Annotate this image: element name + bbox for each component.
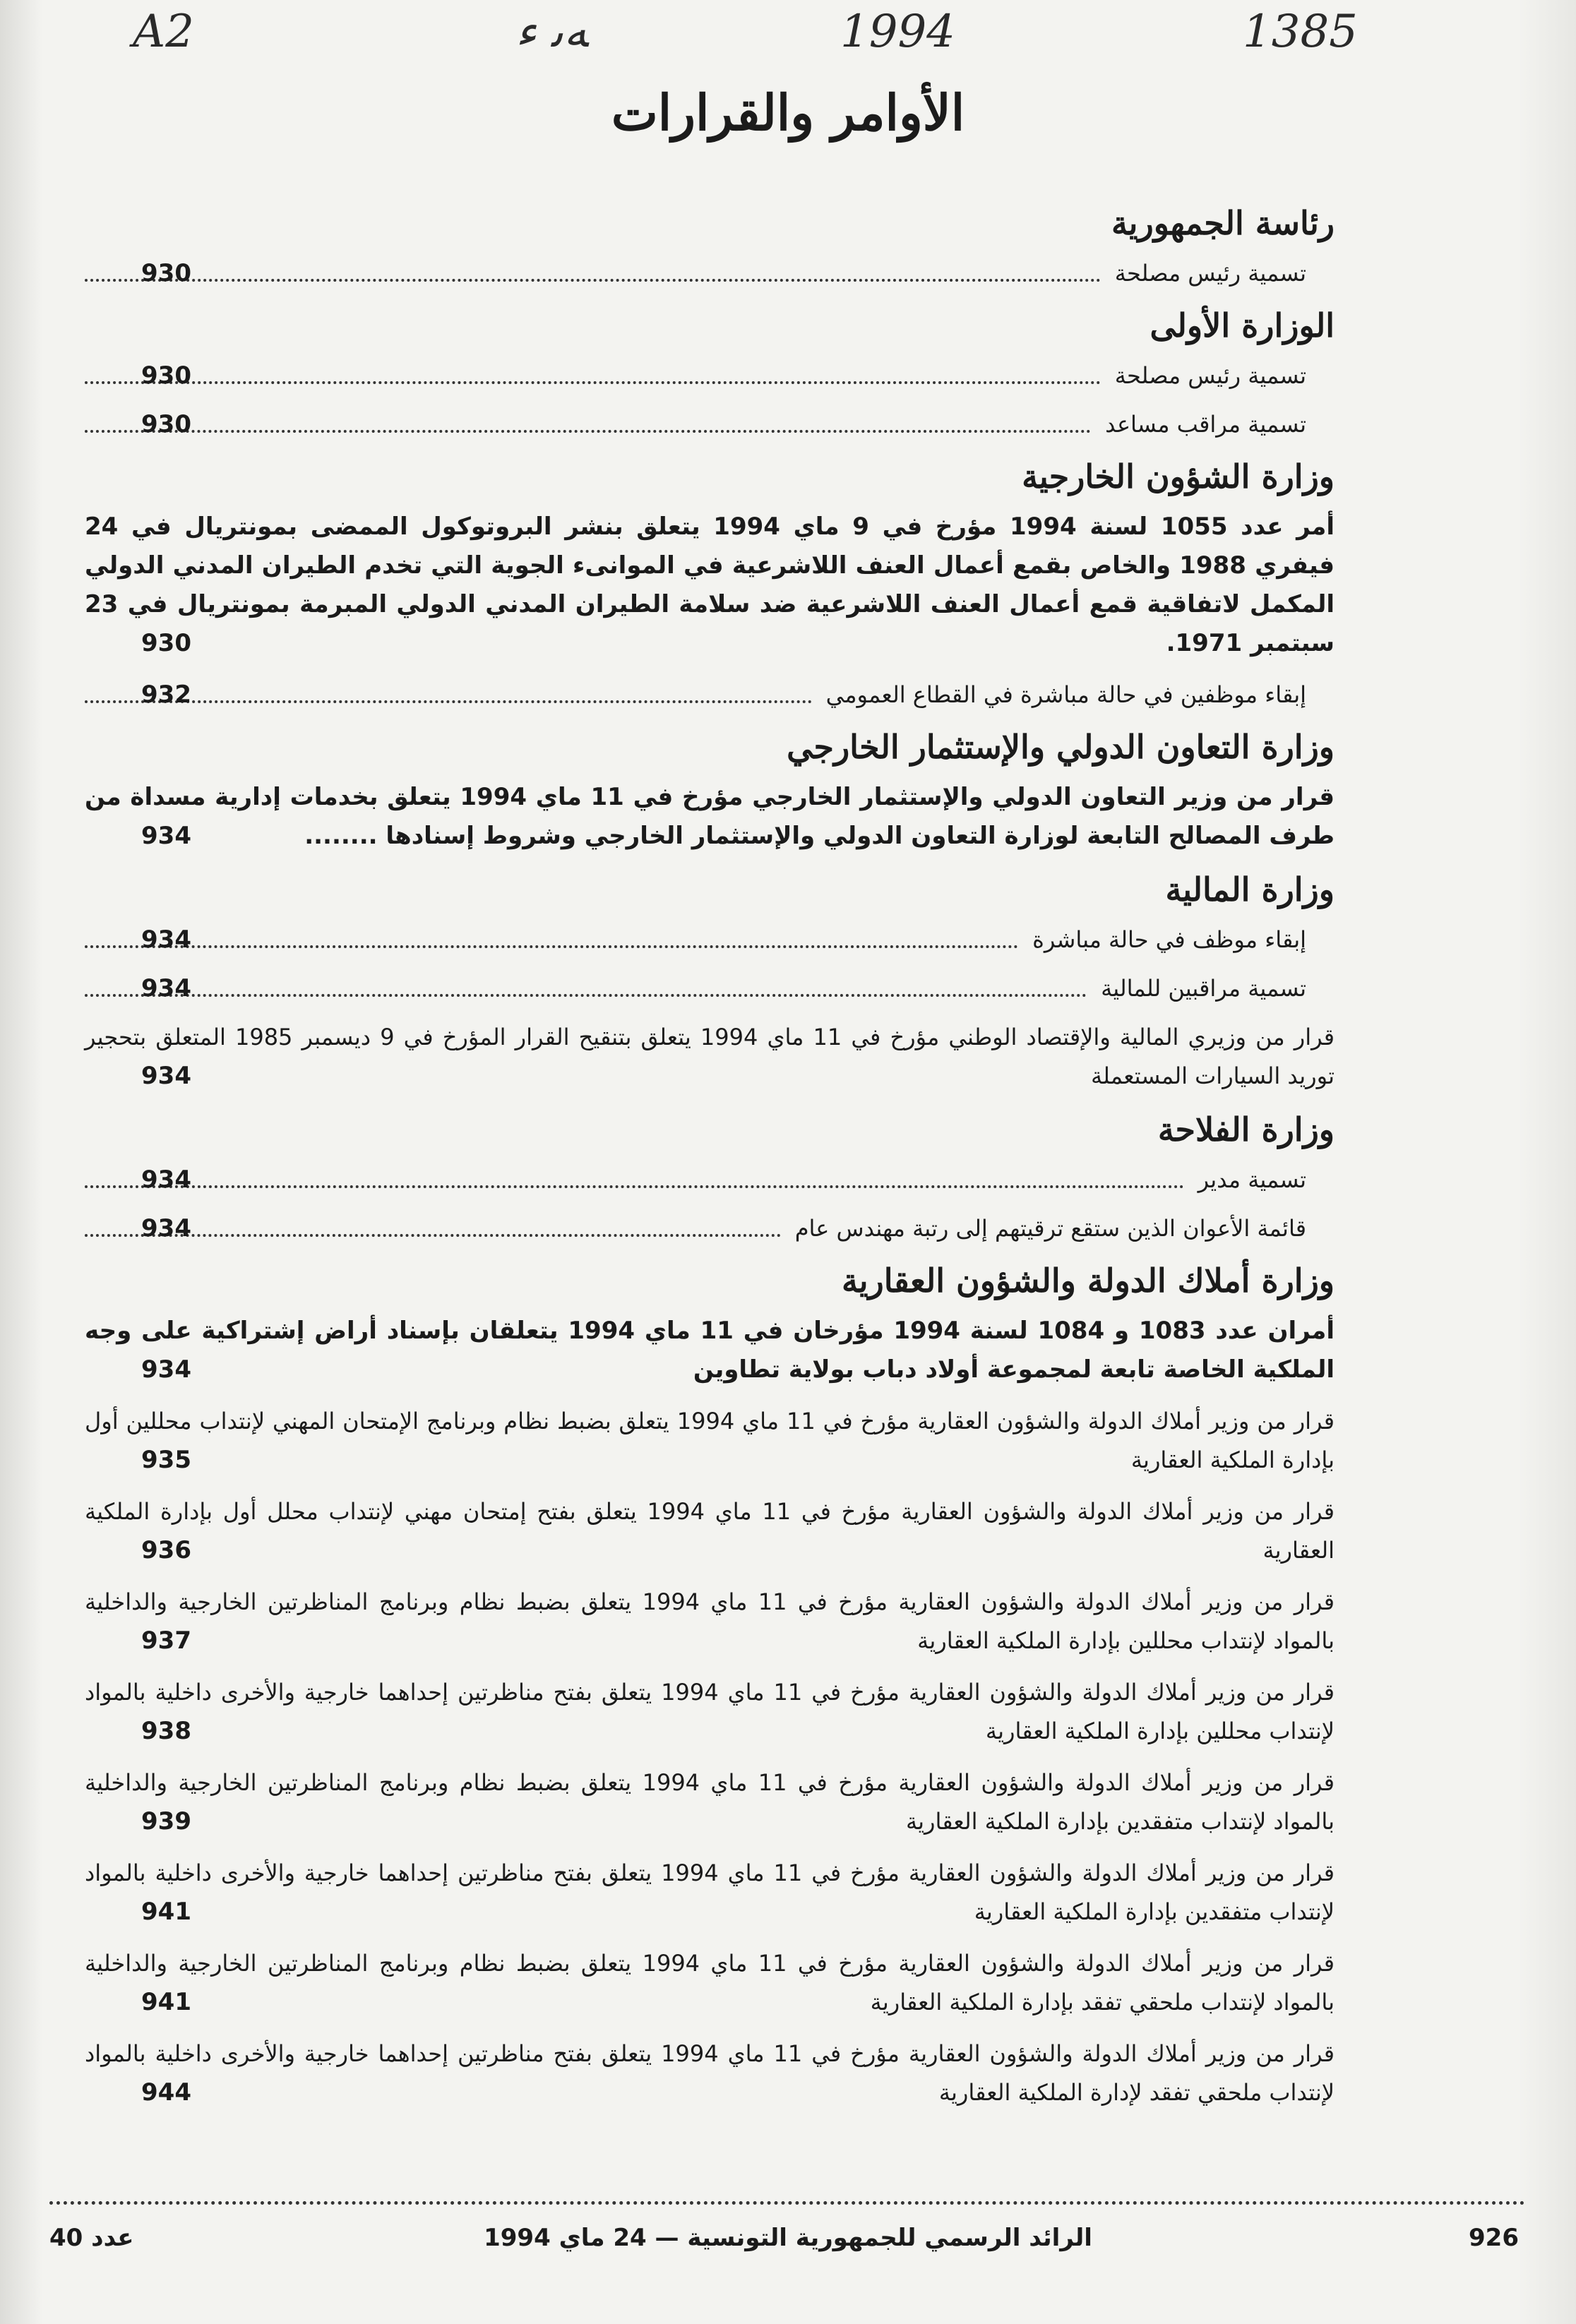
toc-entry-text: قرار من وزير أملاك الدولة والشؤون العقارية مؤرخ في 11 ماي 1994 يتعلق بفتح مناظرتين إحداهما خارجية والأخرى داخلية بالمواد لإنتداب ملحقي تفقد لإدارة الملكية العقارية [85,2040,1335,2106]
toc-entry [85,1492,1335,1570]
page-title: الأوامر والقرارات [611,83,965,142]
toc-entry-page: 934 [141,1355,191,1384]
toc-entry-page: 944 [141,2078,191,2107]
dot-leader [85,278,1101,282]
toc-entry-page: 934 [141,926,191,954]
toc-entry-text: أمران عدد 1083 و 1084 لسنة 1994 مؤرخان في 11 ماي 1994 يتعلقان بإسناد أراض إشتراكية على وجه الملكية الخاصة تابعة لمجموعة أولاد دباب بولاية تطاوين [85,1317,1335,1384]
toc-entry-page: 930 [141,361,191,390]
toc-entry-text: قرار من وزير أملاك الدولة والشؤون العقارية مؤرخ في 11 ماي 1994 يتعلق بضبط نظام وبرنامج الإمتحان المهني لإنتداب محللين أول بإدارة الملكية العقارية [85,1408,1335,1473]
toc-entry [85,1854,1335,1931]
dot-leader [85,381,1101,384]
toc-entry [85,2035,1335,2112]
toc-entry-page: 930 [141,259,191,287]
toc-entry-page: 939 [141,1807,191,1835]
toc-entry-text: تسمية مدير [1198,1166,1306,1193]
ministry-heading: وزارة الفلاحة [1157,1110,1335,1149]
toc-entry [85,1583,1335,1660]
toc-entry [141,921,1335,959]
toc-entry-page: 934 [141,1214,191,1242]
toc-entry-text: قرار من وزير أملاك الدولة والشؤون العقارية مؤرخ في 11 ماي 1994 يتعلق بضبط نظام وبرنامج المناظرتين الخارجية والداخلية بالمواد لإنتداب ملحقي تفقد بإدارة الملكية العقارية [85,1950,1335,2015]
toc-entry-text: إبقاء موظفين في حالة مباشرة في القطاع العمومي [825,681,1306,708]
toc-entry-page: 941 [141,1988,191,2016]
toc-entry-page: 934 [141,1166,191,1194]
ministry-heading: رئاسة الجمهورية [1111,204,1335,242]
footer-issue: عدد 40 [49,2224,134,2252]
toc-entry-page: 935 [141,1446,191,1474]
toc-entry-text: تسمية مراقبين للمالية [1101,975,1306,1002]
toc-entry [141,676,1335,714]
toc-entry-page: 930 [141,410,191,438]
footer-journal-title: الرائد الرسمي للجمهورية التونسية — 24 ماي 1994 [484,2224,1092,2252]
toc-entry-page: 936 [141,1536,191,1564]
handwritten-note-4: 1385 [1243,6,1358,58]
toc-entry-page: 934 [141,1062,191,1090]
toc-entry-text: إبقاء موظف في حالة مباشرة [1032,926,1306,953]
toc-entry-text: قائمة الأعوان الذين ستقع ترقيتهم إلى رتبة مهندس عام [794,1215,1306,1242]
toc-entry [85,1944,1335,2022]
toc-entry [85,1018,1335,1096]
toc-entry-page: 930 [141,629,191,657]
toc-entry [141,1209,1335,1248]
toc-entry [85,1673,1335,1751]
toc-entry-text: قرار من وزير أملاك الدولة والشؤون العقارية مؤرخ في 11 ماي 1994 يتعلق بفتح مناظرتين إحداهما خارجية والأخرى داخلية بالمواد لإنتداب محللين بإدارة الملكية العقارية [85,1679,1335,1744]
toc-entry [141,405,1335,444]
handwritten-note-3: 1994 [840,6,955,58]
toc-entry-text: قرار من وزير أملاك الدولة والشؤون العقارية مؤرخ في 11 ماي 1994 يتعلق بضبط نظام وبرنامج المناظرتين الخارجية والداخلية بالمواد لإنتداب متفقدين بإدارة الملكية العقارية [85,1769,1335,1835]
toc-entry-text: قرار من وزير أملاك الدولة والشؤون العقارية مؤرخ في 11 ماي 1994 يتعلق بضبط نظام وبرنامج المناظرتين الخارجية والداخلية بالمواد لإنتداب محللين بإدارة الملكية العقارية [85,1588,1335,1654]
toc-entry [141,969,1335,1008]
handwritten-note-2: ﻪﯨ ﺀ [515,6,588,58]
toc-entry-text: قرار من وزير التعاون الدولي والإستثمار الخارجي مؤرخ في 11 ماي 1994 يتعلق بخدمات إدارية مسداة من طرف المصالح التابعة لوزارة التعاون الدولي والإستثمار الخارجي وشروط إسنادها ........ [85,783,1335,850]
toc-entry-text: قرار من وزيري المالية والإقتصاد الوطني مؤرخ في 11 ماي 1994 يتعلق بتنقيح القرار المؤرخ في 9 ديسمبر 1985 المتعلق بتحجير توريد السيارات المستعملة [85,1024,1335,1089]
ministry-heading: وزارة أملاك الدولة والشؤون العقارية [842,1262,1335,1300]
toc-entry [141,254,1335,293]
toc-entry-page: 941 [141,1898,191,1926]
toc-entry-page: 938 [141,1717,191,1745]
ministry-heading: الوزارة الأولى [1150,306,1335,345]
toc-entry-text: تسمية رئيس مصلحة [1114,260,1306,287]
toc-entry-text: أمر عدد 1055 لسنة 1994 مؤرخ في 9 ماي 1994 يتعلق بنشر البروتوكول الممضى بمونتريال في 24 فيفري 1988 والخاص بقمع أعمال العنف اللاشرعية في الموانىء الجوية التي تخدم الطيران المدني الدولي المكمل لاتفاقية قمع أعمال العنف اللاشرعية ضد سلامة الطيران المدني الدولي المبرمة بمونتريال في 23 سبتمبر 1971. [85,513,1335,657]
ministry-heading: وزارة المالية [1165,870,1335,909]
toc-entry [85,508,1335,663]
footer-divider [49,2201,1525,2205]
dot-leader [85,429,1091,433]
table-of-contents [85,191,1335,2125]
toc-entry-text: قرار من وزير أملاك الدولة والشؤون العقارية مؤرخ في 11 ماي 1994 يتعلق بفتح إمتحان مهني لإنتداب محلل أول بإدارة الملكية العقارية [85,1498,1335,1564]
ministry-heading: وزارة التعاون الدولي والإستثمار الخارجي [787,728,1335,766]
toc-entry-text: قرار من وزير أملاك الدولة والشؤون العقارية مؤرخ في 11 ماي 1994 يتعلق بفتح مناظرتين إحداهما خارجية والأخرى داخلية بالمواد لإنتداب متفقدين بإدارة الملكية العقارية [85,1859,1335,1925]
dot-leader [85,1185,1184,1188]
footer-page-number: 926 [1469,2224,1519,2252]
dot-leader [85,993,1087,997]
handwritten-note-1: A2 [133,6,194,58]
toc-entry [85,778,1335,856]
toc-entry-page: 934 [141,974,191,1002]
toc-entry-page: 937 [141,1627,191,1655]
ministry-heading: وزارة الشؤون الخارجية [1022,457,1335,496]
toc-entry [141,1161,1335,1199]
toc-entry [85,1402,1335,1480]
toc-entry-page: 932 [141,681,191,709]
toc-entry-text: تسمية مراقب مساعد [1105,411,1306,438]
toc-entry [85,1312,1335,1389]
toc-entry [85,1763,1335,1841]
toc-entry-text: تسمية رئيس مصلحة [1114,362,1306,389]
toc-entry-page: 934 [141,822,191,850]
toc-entry [141,357,1335,395]
